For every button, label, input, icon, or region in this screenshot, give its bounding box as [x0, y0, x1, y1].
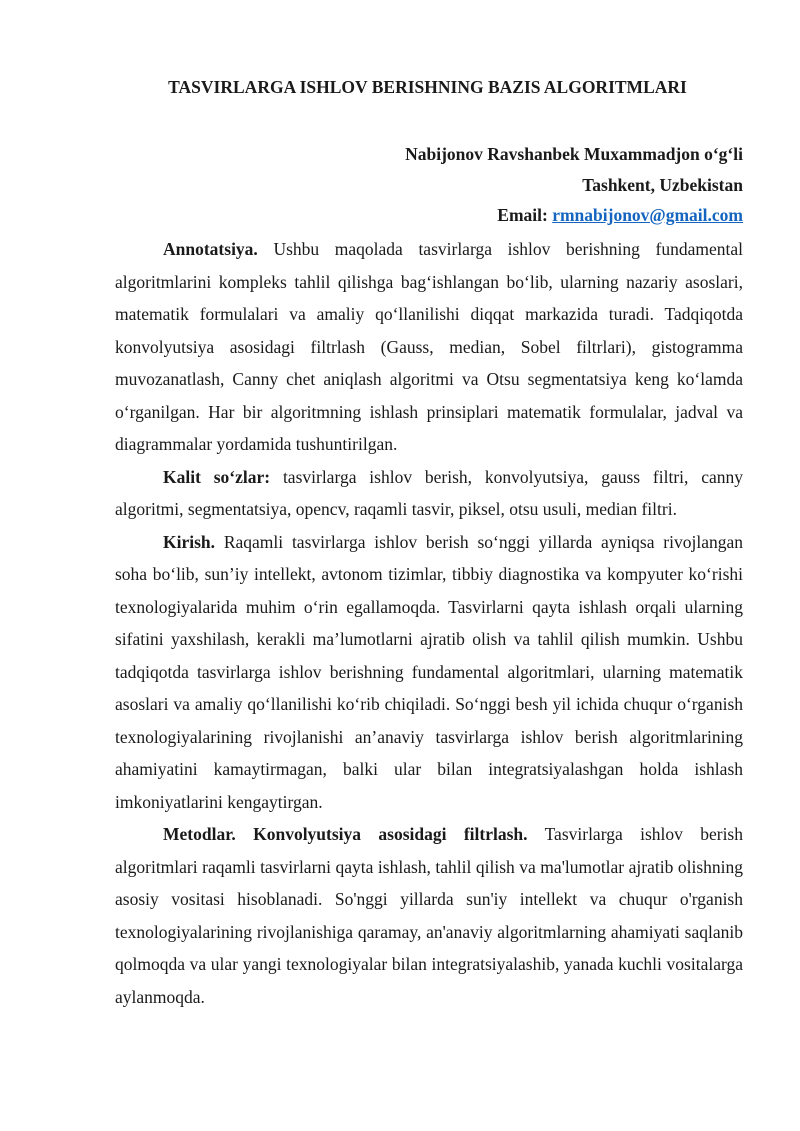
keywords-paragraph: [115, 461, 743, 526]
paper-title: TASVIRLARGA ISHLOV BERISHNING BAZIS ALGORITMLARI: [168, 77, 687, 97]
abstract-heading: Annotatsiya.: [163, 239, 258, 259]
email-label: Email:: [497, 205, 548, 225]
keywords-text: tasvirlarga ishlov berish, konvolyutsiya, gauss filtri, canny algoritmi, segmentatsiya, opencv, raqamli tasvir, piksel, otsu usuli, median filtri.: [115, 466, 744, 519]
author-name: Nabijonov Ravshanbek Muxammadjon o‘g‘li: [405, 144, 743, 164]
methods-heading: Metodlar. Konvolyutsiya asosidagi filtrlash.: [163, 824, 528, 844]
methods-paragraph: [115, 818, 743, 1013]
paper-body: [115, 233, 743, 1013]
intro-text: Raqamli tasvirlarga ishlov berish so‘nggi yillarda ayniqsa rivojlangan soha bo‘lib, sun’iy intellekt, avtonom tizimlar, tibbiy diagnostika va kompyuter ko‘rishi texnologiyalarida muhim o‘rin egallamoqda. Tasvirlarni qayta ishlash orqali ularning sifatini yaxshilash, kerakli ma’lumotlarni ajratib olish va tahlil qilish mumkin. Ushbu tadqiqotda tasvirlarga ishlov berishning fundamental algoritmlari, ularning matematik asoslari va amaliy qo‘llanilishi ko‘rib chiqiladi. So‘nggi besh yil ichida chuqur o‘rganish texnologiyalarining rivojlanishi an’anaviy tasvirlarga ishlov berish algoritmlarining ahamiyatini kamaytirmagan, balki ular bilan integratsiyalashgan holda ishlash imkoniyatlarini kengaytirgan.: [115, 531, 743, 812]
author-email-line: [405, 200, 743, 231]
keywords-heading: Kalit so‘zlar:: [163, 466, 271, 487]
author-location: Tashkent, Uzbekistan: [582, 174, 743, 195]
abstract-text: Ushbu maqolada tasvirlarga ishlov berishning fundamental algoritmlarini kompleks tahlil qilishga bag‘ishlangan bo‘lib, ularning nazariy asoslari, matematik formulalari va amaliy qo‘llanilishi diqqat markazida turadi. Tadqiqotda konvolyutsiya asosidagi filtrlash (Gauss, median, Sobel filtrlari), gistogramma muvozanatlash, Canny chet aniqlash algoritmi va Otsu segmentatsiya keng ko‘lamda o‘rganilgan. Har bir algoritmning ishlash prinsiplari matematik formulalar, jadval va diagrammalar yordamida tushuntirilgan.: [115, 239, 743, 454]
author-block: [405, 139, 743, 231]
intro-paragraph: [115, 526, 743, 819]
methods-text: Tasvirlarga ishlov berish algoritmlari raqamli tasvirlarni qayta ishlash, tahlil qilish va ma'lumotlar ajratib olishning asosiy vositasi hisoblanadi. So'nggi yillarda sun'iy intellekt va chuqur o'rganish texnologiyalarining rivojlanishiga qaramay, an'anaviy algoritmlarning ahamiyati saqlanib qolmoqda va ular yangi texnologiyalar bilan integratsiyalashib, yanada kuchli vositalarga aylanmoqda.: [115, 824, 743, 1007]
abstract-paragraph: [115, 233, 743, 461]
email-link[interactable]: rmnabijonov@gmail.com: [552, 205, 743, 225]
intro-heading: Kirish.: [163, 531, 216, 552]
